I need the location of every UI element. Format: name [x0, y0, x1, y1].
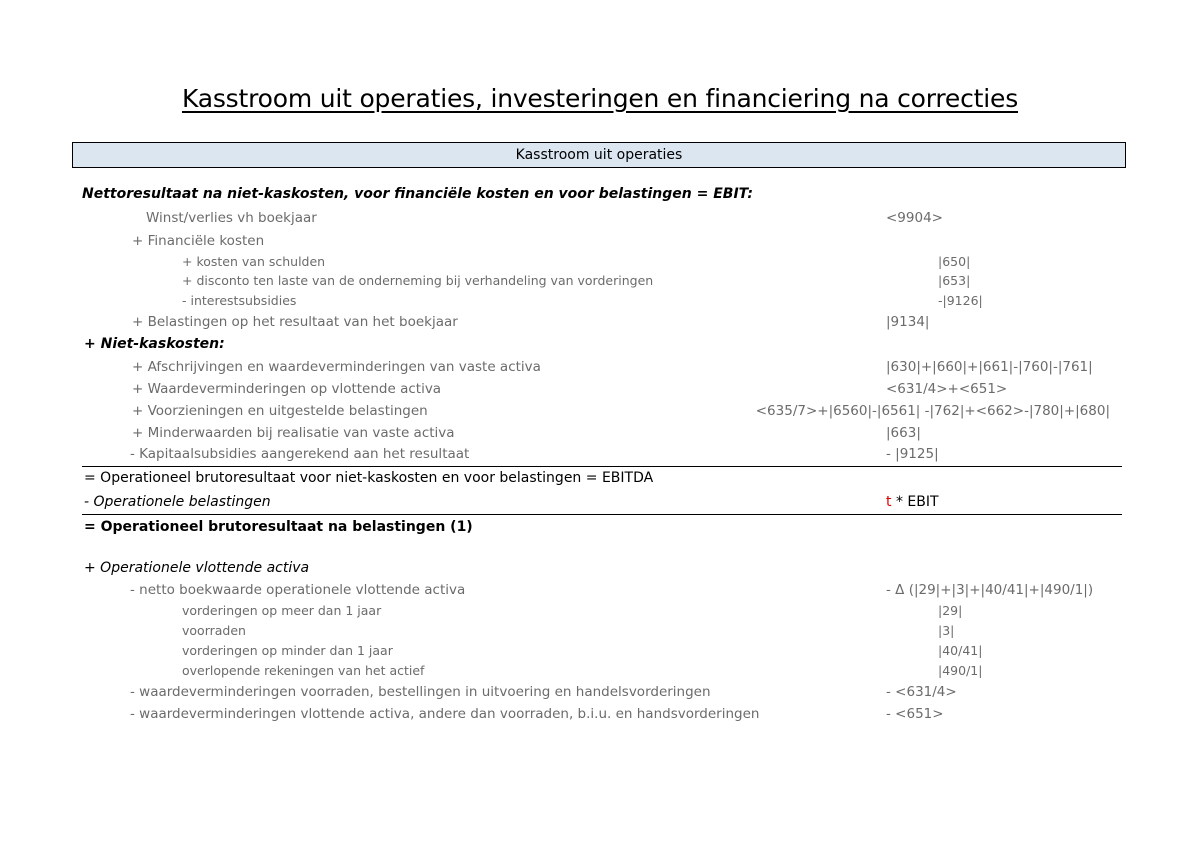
row-label: + Financiële kosten [132, 233, 265, 249]
row-value: - Δ (|29|+|3|+|40/41|+|490/1|) [886, 582, 1094, 598]
row-label: - Kapitaalsubsidies aangerekend aan het resultaat [130, 446, 470, 462]
row-value: |630|+|660|+|661|-|760|-|761| [886, 359, 1093, 375]
row-label: + Belastingen op het resultaat van het boekjaar [132, 314, 458, 330]
row-value: |9134| [886, 314, 930, 330]
row-label: voorraden [182, 623, 246, 638]
row-value: |40/41| [938, 643, 983, 658]
row-value: |490/1| [938, 663, 983, 678]
row-label: Nettoresultaat na niet-kaskosten, voor financiële kosten en voor belastingen = EBIT: [82, 186, 754, 202]
row-label: + Waardeverminderingen op vlottende activa [132, 381, 442, 397]
row-label: + Voorzieningen en uitgestelde belastingen [132, 403, 428, 419]
row-value: |3| [938, 623, 955, 638]
row-label: + disconto ten laste van de onderneming bij verhandeling van vorderingen [182, 273, 654, 288]
row-value: - |9125| [886, 446, 939, 462]
row-value: - <631/4> [886, 684, 957, 700]
row-value: -|9126| [938, 293, 983, 308]
row-label: - waardeverminderingen vlottende activa, andere dan voorraden, b.i.u. en handsvorderingen [130, 706, 760, 722]
row-label: - netto boekwaarde operationele vlottende activa [130, 582, 466, 598]
row-label: + Minderwaarden bij realisatie van vaste activa [132, 425, 455, 441]
row-label: - Operationele belastingen [84, 494, 271, 510]
row-value: |663| [886, 425, 921, 441]
row-label: Winst/verlies vh boekjaar [146, 210, 317, 226]
row-value: |650| [938, 254, 971, 269]
row-label: overlopende rekeningen van het actief [182, 663, 425, 678]
row-value: |29| [938, 603, 963, 618]
row-label: + Afschrijvingen en waardeverminderingen van vaste activa [132, 359, 541, 375]
row-label: = Operationeel brutoresultaat voor niet-kaskosten en voor belastingen = EBITDA [84, 470, 654, 486]
divider [82, 466, 1122, 467]
tax-rate-symbol: t [886, 494, 892, 510]
row-label: + Niet-kaskosten: [84, 336, 225, 352]
row-label: vorderingen op meer dan 1 jaar [182, 603, 382, 618]
row-label: - interestsubsidies [182, 293, 297, 308]
row-value: <635/7>+|6560|-|6561| -|762|+<662>-|780|+|680| [755, 403, 1110, 419]
row-label: - waardeverminderingen voorraden, bestellingen in uitvoering en handelsvorderingen [130, 684, 711, 700]
section-header-kasstroom-operaties: Kasstroom uit operaties [72, 142, 1126, 168]
row-value: <9904> [886, 210, 943, 226]
divider [82, 514, 1122, 515]
row-label: = Operationeel brutoresultaat na belastingen (1) [84, 519, 473, 535]
row-value-text: * EBIT [891, 494, 939, 510]
row-value: - <651> [886, 706, 944, 722]
row-value [886, 494, 939, 510]
page-title: Kasstroom uit operaties, investeringen en financiering na correcties [181, 84, 1019, 113]
row-value: |653| [938, 273, 971, 288]
row-label: + Operationele vlottende activa [84, 560, 310, 576]
row-label: vorderingen op minder dan 1 jaar [182, 643, 393, 658]
row-label: + kosten van schulden [182, 254, 326, 269]
row-value: <631/4>+<651> [886, 381, 1008, 397]
